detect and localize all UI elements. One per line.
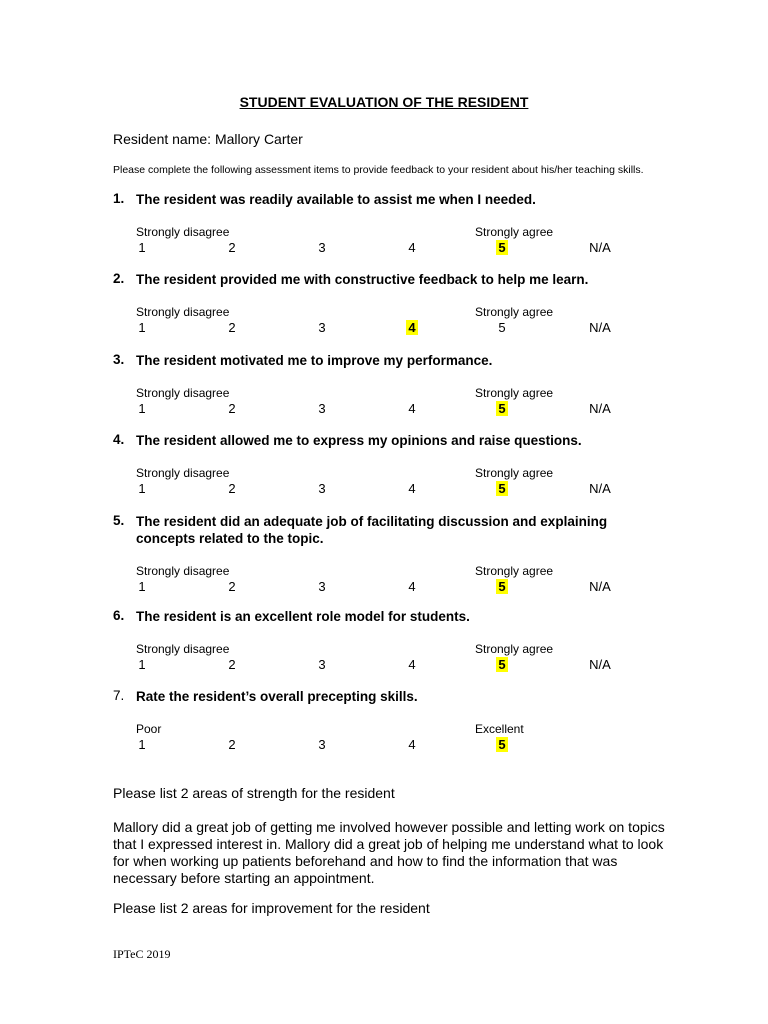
- rating-option-label: N/A: [589, 481, 611, 496]
- rating-option-3[interactable]: [302, 579, 342, 594]
- question-text: The resident allowed me to express my opinions and raise questions.: [136, 433, 582, 448]
- rating-option-label: 4: [408, 320, 416, 335]
- rating-option-label: 5: [498, 320, 506, 335]
- rating-option-label: 2: [228, 481, 236, 496]
- rating-option-label: 1: [138, 240, 146, 255]
- question-number: 4.: [113, 432, 125, 447]
- rating-option-2[interactable]: [212, 240, 252, 255]
- rating-option-5[interactable]: [482, 401, 522, 416]
- rating-option-label: 3: [318, 320, 326, 335]
- rating-option-label: 4: [408, 737, 416, 752]
- rating-option-4[interactable]: [392, 737, 432, 752]
- rating-option-1[interactable]: [122, 240, 162, 255]
- rating-option-label: 5: [498, 737, 506, 752]
- rating-option-1[interactable]: [122, 481, 162, 496]
- rating-option-4[interactable]: [392, 657, 432, 672]
- form-title: STUDENT EVALUATION OF THE RESIDENT: [239, 94, 529, 110]
- rating-option-label: 1: [138, 401, 146, 416]
- question-text: The resident is an excellent role model for students.: [136, 609, 470, 624]
- rating-option-4[interactable]: [392, 240, 432, 255]
- rating-option-4[interactable]: [392, 481, 432, 496]
- footer-text: IPTeC 2019: [113, 947, 171, 961]
- rating-option-3[interactable]: [302, 737, 342, 752]
- scale-low-label: Strongly disagree: [136, 225, 230, 239]
- rating-option-3[interactable]: [302, 481, 342, 496]
- question-number: 6.: [113, 608, 125, 623]
- rating-option-5[interactable]: [482, 481, 522, 496]
- strengths-answer: Mallory did a great job of getting me involved however possible and letting work on topics that I expressed interest in. Mallory did a great job of helping me understand what to look for when working up patients beforehand and how to find the information that was necessary before starting an appointment.: [113, 819, 665, 886]
- rating-option-label: 2: [228, 657, 236, 672]
- rating-option-3[interactable]: [302, 240, 342, 255]
- rating-option-label: N/A: [589, 240, 611, 255]
- rating-option-label: 3: [318, 737, 326, 752]
- question-number: 1.: [113, 191, 125, 206]
- rating-option-3[interactable]: [302, 320, 342, 335]
- scale-low-label: Strongly disagree: [136, 642, 230, 656]
- scale-low-label: Strongly disagree: [136, 466, 230, 480]
- rating-option-4[interactable]: [392, 579, 432, 594]
- rating-option-2[interactable]: [212, 657, 252, 672]
- rating-option-5[interactable]: [482, 240, 522, 255]
- rating-option-label: N/A: [589, 401, 611, 416]
- rating-option-na[interactable]: [580, 401, 620, 416]
- scale-low-label: Strongly disagree: [136, 386, 230, 400]
- resident-name: Resident name: Mallory Carter: [113, 131, 303, 147]
- rating-option-label: 1: [138, 737, 146, 752]
- rating-option-1[interactable]: [122, 737, 162, 752]
- rating-option-2[interactable]: [212, 579, 252, 594]
- rating-option-label: N/A: [589, 579, 611, 594]
- rating-option-label: 3: [318, 240, 326, 255]
- rating-option-label: 1: [138, 481, 146, 496]
- scale-low-label: Strongly disagree: [136, 564, 230, 578]
- scale-low-label: Strongly disagree: [136, 305, 230, 319]
- scale-high-label: Strongly agree: [475, 386, 554, 400]
- rating-option-label: 2: [228, 240, 236, 255]
- rating-option-label: 3: [318, 657, 326, 672]
- rating-option-label: 4: [408, 579, 416, 594]
- scale-high-label: Strongly agree: [475, 305, 554, 319]
- rating-option-label: 4: [408, 240, 416, 255]
- rating-option-label: 2: [228, 579, 236, 594]
- scale-high-label: Strongly agree: [475, 642, 554, 656]
- rating-option-label: 2: [228, 401, 236, 416]
- rating-option-label: 4: [408, 401, 416, 416]
- rating-option-label: 2: [228, 320, 236, 335]
- rating-option-label: 5: [498, 481, 506, 496]
- strengths-prompt: Please list 2 areas of strength for the resident: [113, 785, 395, 801]
- question-text: The resident was readily available to assist me when I needed.: [136, 192, 536, 207]
- rating-option-2[interactable]: [212, 401, 252, 416]
- rating-option-na[interactable]: [580, 320, 620, 335]
- rating-option-na[interactable]: [580, 579, 620, 594]
- rating-option-label: 4: [408, 481, 416, 496]
- rating-option-label: 1: [138, 320, 146, 335]
- improvement-prompt: Please list 2 areas for improvement for the resident: [113, 900, 430, 916]
- rating-option-4[interactable]: [392, 401, 432, 416]
- rating-option-2[interactable]: [212, 320, 252, 335]
- question-number: 3.: [113, 352, 125, 367]
- rating-option-label: 1: [138, 579, 146, 594]
- rating-option-label: 2: [228, 737, 236, 752]
- rating-option-1[interactable]: [122, 320, 162, 335]
- rating-option-2[interactable]: [212, 481, 252, 496]
- rating-option-5[interactable]: [482, 579, 522, 594]
- rating-option-na[interactable]: [580, 481, 620, 496]
- rating-option-1[interactable]: [122, 401, 162, 416]
- rating-option-label: 1: [138, 657, 146, 672]
- instructions: Please complete the following assessment items to provide feedback to your resident about his/her teaching skills.: [113, 164, 644, 176]
- rating-option-label: 3: [318, 401, 326, 416]
- rating-option-4[interactable]: [392, 320, 432, 335]
- rating-option-label: 3: [318, 579, 326, 594]
- rating-option-label: 3: [318, 481, 326, 496]
- question-text: The resident did an adequate job of facilitating discussion and explaining concepts related to the topic.: [136, 514, 608, 546]
- question-number: 5.: [113, 513, 125, 528]
- question-text: The resident provided me with constructive feedback to help me learn.: [136, 272, 589, 287]
- question-number: 7.: [113, 688, 125, 703]
- rating-option-label: N/A: [589, 320, 611, 335]
- rating-option-1[interactable]: [122, 657, 162, 672]
- rating-option-label: 5: [498, 401, 506, 416]
- question-text: Rate the resident’s overall precepting skills.: [136, 689, 418, 704]
- scale-high-label: Strongly agree: [475, 564, 554, 578]
- rating-option-label: 4: [408, 657, 416, 672]
- question-text: The resident motivated me to improve my performance.: [136, 353, 493, 368]
- scale-high-label: Strongly agree: [475, 225, 554, 239]
- rating-option-na[interactable]: [580, 240, 620, 255]
- rating-option-3[interactable]: [302, 401, 342, 416]
- rating-option-label: 5: [498, 657, 506, 672]
- rating-option-3[interactable]: [302, 657, 342, 672]
- rating-option-1[interactable]: [122, 579, 162, 594]
- rating-option-na[interactable]: [580, 657, 620, 672]
- rating-option-5[interactable]: [482, 657, 522, 672]
- question-number: 2.: [113, 271, 125, 286]
- scale-low-label: Poor: [136, 722, 162, 736]
- rating-option-2[interactable]: [212, 737, 252, 752]
- rating-option-label: 5: [498, 240, 506, 255]
- rating-option-5[interactable]: [482, 737, 522, 752]
- scale-high-label: Excellent: [475, 722, 524, 736]
- rating-option-label: N/A: [589, 657, 611, 672]
- rating-option-5[interactable]: [482, 320, 522, 335]
- rating-option-label: 5: [498, 579, 506, 594]
- scale-high-label: Strongly agree: [475, 466, 554, 480]
